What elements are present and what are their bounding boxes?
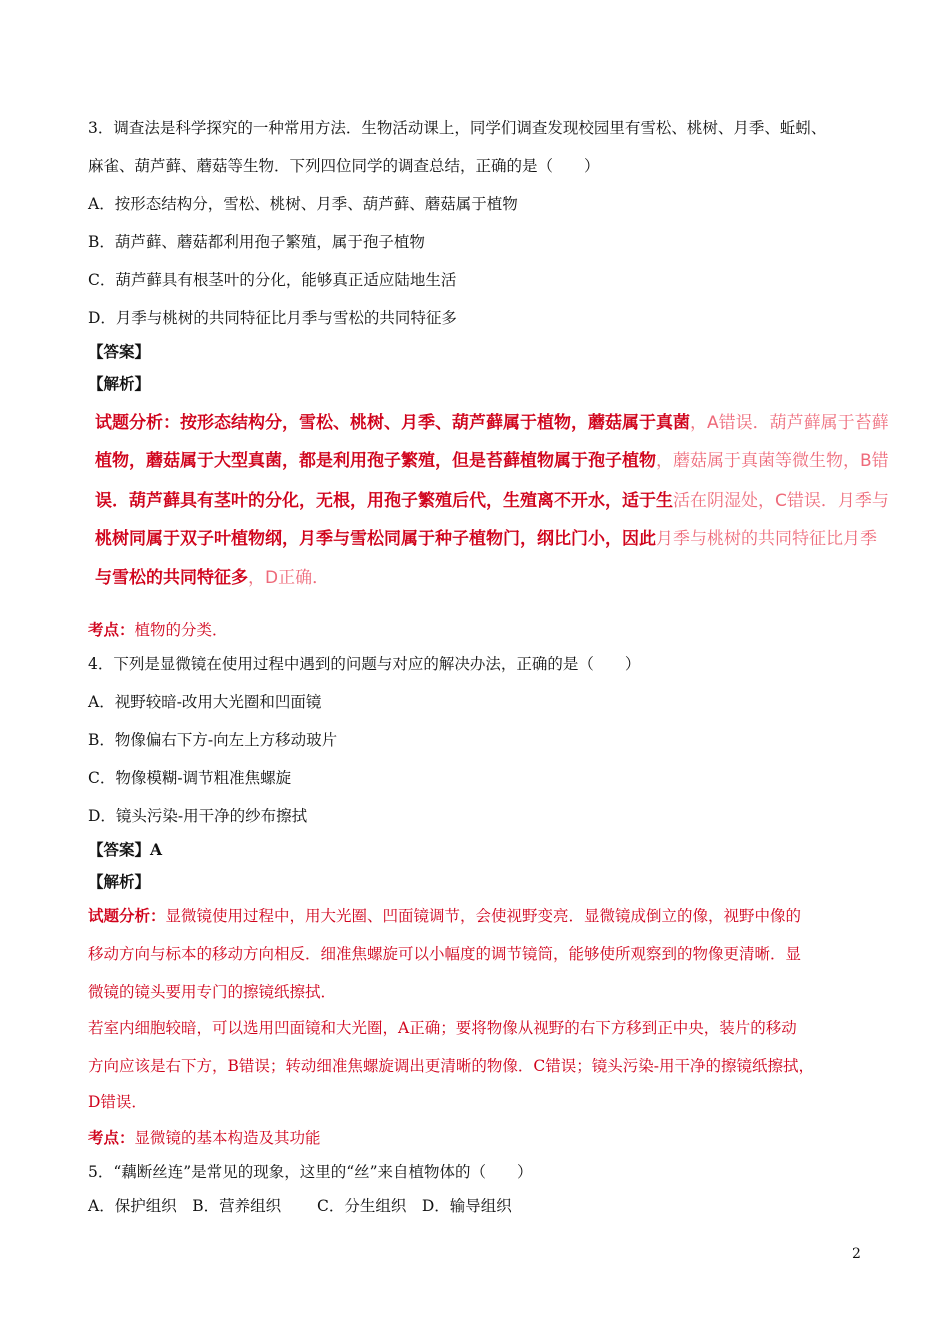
analysis-bold-text: 植物，蘑菇属于大型真菌，都是利用孢子繁殖，但是苔藓植物属于孢子植物 (95, 451, 656, 471)
q5-options: A．保护组织 B．营养组织 C．分生组织 D．输导组织 (88, 1197, 512, 1215)
analysis-light-text: ，蘑菇属于真菌等微生物，B错 (656, 451, 889, 471)
q4-analysis-label: 【解析】 (88, 872, 151, 891)
q3-option-d: D．月季与桃树的共同特征比月季与雪松的共同特征多 (88, 309, 457, 327)
q4-option-a: A．视野较暗-改用大光圈和凹面镜 (88, 693, 322, 711)
q3-option-b: B．葫芦藓、蘑菇都利用孢子繁殖，属于孢子植物 (88, 233, 425, 251)
q3-analysis-line2 (95, 450, 889, 472)
q3-analysis-line4 (95, 528, 877, 550)
q3-stem-line2: 麻雀、葫芦藓、蘑菇等生物．下列四位同学的调查总结，正确的是（ ） (88, 157, 600, 175)
q5-stem: 5．“藕断丝连”是常见的现象，这里的“丝”来自植物体的（ ） (88, 1163, 533, 1181)
q4-analysis-line2: 移动方向与标本的移动方向相反．细准焦螺旋可以小幅度的调节镜筒，能够使所观察到的物像更清晰．显 (88, 945, 802, 963)
q3-analysis-line1 (95, 412, 889, 434)
q4-analysis-line3: 微镜的镜头要用专门的擦镜纸擦拭． (88, 983, 337, 1001)
q4-analysis-line4: 若室内细胞较暗，可以选用凹面镜和大光圈，A正确；要将物像从视野的右下方移到正中央，装片的移动 (88, 1019, 797, 1037)
kaodian-text: 显微镜的基本构造及其功能 (134, 1129, 321, 1147)
q3-option-a: A．按形态结构分，雪松、桃树、月季、葫芦藓、蘑菇属于植物 (88, 195, 518, 213)
q4-analysis-line1 (88, 906, 801, 926)
q3-option-c: C．葫芦藓具有根茎叶的分化，能够真正适应陆地生活 (88, 271, 457, 289)
analysis-light-text: 月季与桃树的共同特征比月季 (656, 529, 877, 549)
q4-option-d: D．镜头污染-用干净的纱布擦拭 (88, 807, 308, 825)
q3-analysis-line5 (95, 567, 329, 589)
q4-option-c: C．物像模糊-调节粗准焦螺旋 (88, 769, 292, 787)
q4-answer-label: 【答案】A (88, 840, 163, 859)
q3-stem-line1: 3．调查法是科学探究的一种常用方法．生物活动课上，同学们调查发现校园里有雪松、桃树、月季、蚯蚓、 (88, 119, 827, 137)
analysis-bold-text: 与雪松的共同特征多 (95, 568, 248, 588)
q3-analysis-line3 (95, 490, 889, 512)
q4-stem: 4．下列是显微镜在使用过程中遇到的问题与对应的解决办法，正确的是（ ） (88, 655, 641, 673)
analysis-text: 显微镜使用过程中，用大光圈、凹面镜调节，会使视野变亮．显微镜成倒立的像，视野中像的 (165, 907, 802, 925)
q3-kaodian (88, 620, 228, 640)
q4-option-b: B．物像偏右下方-向左上方移动玻片 (88, 731, 338, 749)
analysis-label: 试题分析： (88, 906, 166, 925)
analysis-bold-text: 误．葫芦藓具有茎叶的分化，无根，用孢子繁殖后代，生殖离不开水，适于生 (95, 491, 673, 511)
analysis-light-text: ，D正确． (248, 568, 330, 588)
q4-analysis-line6: D错误． (88, 1093, 147, 1111)
analysis-bold-text: 试题分析：按形态结构分，雪松、桃树、月季、葫芦藓属于植物，蘑菇属于真菌 (95, 413, 690, 433)
q4-analysis-line5: 方向应该是右下方，B错误；转动细准焦螺旋调出更清晰的物像．C错误；镜头污染-用干净的擦镜纸擦拭， (88, 1057, 814, 1075)
q3-answer-label: 【答案】 (88, 342, 151, 361)
kaodian-text: 植物的分类． (134, 621, 228, 639)
analysis-bold-text: 桃树同属于双子叶植物纲，月季与雪松同属于种子植物门，纲比门小，因此 (95, 529, 656, 549)
kaodian-label: 考点： (88, 1128, 135, 1147)
q4-kaodian (88, 1128, 321, 1148)
analysis-light-text: ，A错误．葫芦藓属于苔藓 (690, 413, 889, 433)
page-number: 2 (852, 1246, 861, 1262)
q3-analysis-label: 【解析】 (88, 374, 151, 393)
kaodian-label: 考点： (88, 620, 135, 639)
analysis-light-text: 活在阴湿处，C错误．月季与 (673, 491, 889, 511)
